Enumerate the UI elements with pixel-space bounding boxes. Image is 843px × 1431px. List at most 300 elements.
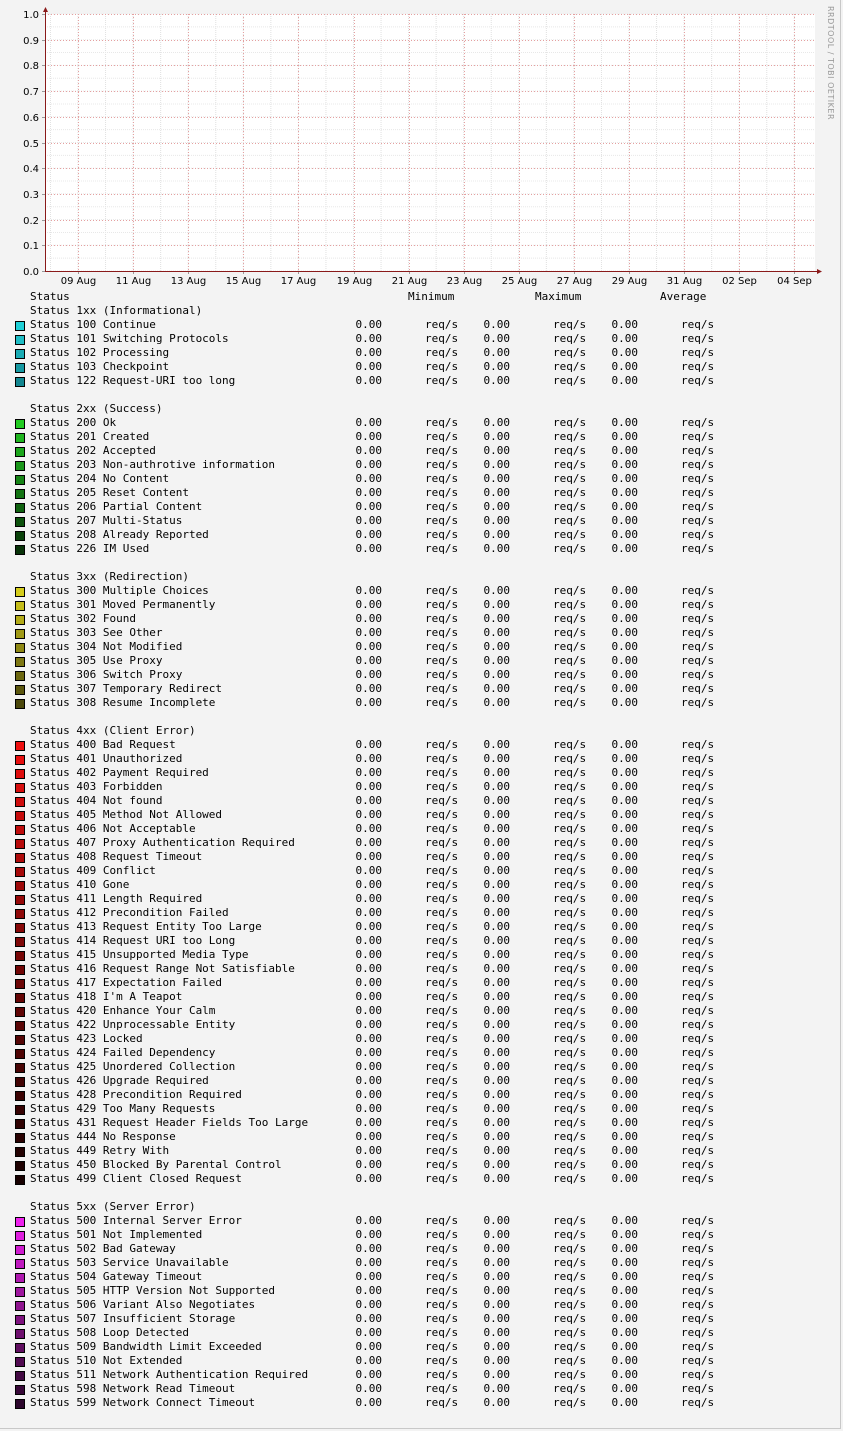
legend-color-swatch [15, 1049, 25, 1059]
legend-row [0, 1354, 843, 1368]
legend-row [0, 906, 843, 920]
legend-min-unit: req/s [425, 360, 459, 373]
legend-color-swatch [15, 1371, 25, 1381]
legend-row [0, 1018, 843, 1032]
legend-row-label: Status 306 Switch Proxy [30, 668, 183, 681]
legend-max-unit: req/s [553, 416, 587, 429]
legend-max-value: 0.00 [483, 920, 510, 933]
legend-color-swatch [15, 1273, 25, 1283]
legend-avg-value: 0.00 [611, 668, 638, 681]
legend-min-value: 0.00 [355, 1144, 382, 1157]
legend-min-unit: req/s [425, 752, 459, 765]
legend-row [0, 528, 843, 542]
legend-min-unit: req/s [425, 864, 459, 877]
legend-avg-value: 0.00 [611, 808, 638, 821]
legend-min-unit: req/s [425, 906, 459, 919]
legend-max-value: 0.00 [483, 1228, 510, 1241]
legend-row-label: Status 402 Payment Required [30, 766, 209, 779]
legend-min-unit: req/s [425, 1256, 459, 1269]
legend-min-unit: req/s [425, 1326, 459, 1339]
legend-avg-value: 0.00 [611, 514, 638, 527]
legend-row [0, 1116, 843, 1130]
legend-color-swatch [15, 1007, 25, 1017]
legend-row [0, 1004, 843, 1018]
legend-avg-value: 0.00 [611, 780, 638, 793]
legend-min-value: 0.00 [355, 1228, 382, 1241]
legend-row [0, 612, 843, 626]
legend-avg-value: 0.00 [611, 360, 638, 373]
legend-row [0, 934, 843, 948]
legend-max-unit: req/s [553, 1396, 587, 1409]
legend-avg-unit: req/s [681, 528, 715, 541]
legend-color-swatch [15, 769, 25, 779]
legend [0, 290, 843, 1410]
legend-min-value: 0.00 [355, 892, 382, 905]
legend-min-unit: req/s [425, 1228, 459, 1241]
legend-avg-value: 0.00 [611, 738, 638, 751]
legend-row-label: Status 410 Gone [30, 878, 130, 891]
legend-row-label: Status 103 Checkpoint [30, 360, 170, 373]
legend-row-label: Status 499 Client Closed Request [30, 1172, 242, 1185]
legend-min-unit: req/s [425, 850, 459, 863]
legend-max-unit: req/s [553, 752, 587, 765]
legend-row [0, 766, 843, 780]
legend-min-unit: req/s [425, 1368, 459, 1381]
legend-max-unit: req/s [553, 1018, 587, 1031]
legend-min-value: 0.00 [355, 1326, 382, 1339]
legend-avg-unit: req/s [681, 458, 715, 471]
legend-min-value: 0.00 [355, 1270, 382, 1283]
legend-avg-unit: req/s [681, 654, 715, 667]
legend-row [0, 822, 843, 836]
legend-color-swatch [15, 755, 25, 765]
legend-avg-unit: req/s [681, 472, 715, 485]
legend-min-unit: req/s [425, 780, 459, 793]
legend-min-unit: req/s [425, 1144, 459, 1157]
legend-max-unit: req/s [553, 696, 587, 709]
legend-row-label: Status 507 Insufficient Storage [30, 1312, 236, 1325]
x-tick-label: 02 Sep [722, 276, 757, 287]
legend-avg-value: 0.00 [611, 1060, 638, 1073]
legend-avg-value: 0.00 [611, 892, 638, 905]
legend-avg-value: 0.00 [611, 794, 638, 807]
legend-max-value: 0.00 [483, 976, 510, 989]
legend-color-swatch [15, 797, 25, 807]
legend-min-value: 0.00 [355, 318, 382, 331]
legend-min-unit: req/s [425, 920, 459, 933]
legend-row-label: Status 206 Partial Content [30, 500, 203, 513]
legend-max-unit: req/s [553, 444, 587, 457]
legend-max-value: 0.00 [483, 1158, 510, 1171]
legend-min-value: 0.00 [355, 1060, 382, 1073]
legend-min-unit: req/s [425, 1172, 459, 1185]
legend-min-value: 0.00 [355, 1284, 382, 1297]
legend-min-value: 0.00 [355, 1396, 382, 1409]
legend-avg-value: 0.00 [611, 1004, 638, 1017]
legend-avg-value: 0.00 [611, 1032, 638, 1045]
legend-min-value: 0.00 [355, 1382, 382, 1395]
legend-avg-value: 0.00 [611, 430, 638, 443]
legend-max-value: 0.00 [483, 1032, 510, 1045]
legend-row-label: Status 405 Method Not Allowed [30, 808, 223, 821]
legend-avg-value: 0.00 [611, 1326, 638, 1339]
legend-avg-value: 0.00 [611, 1298, 638, 1311]
legend-max-value: 0.00 [483, 654, 510, 667]
legend-avg-unit: req/s [681, 598, 715, 611]
legend-min-value: 0.00 [355, 1256, 382, 1269]
legend-max-value: 0.00 [483, 1340, 510, 1353]
legend-row [0, 1102, 843, 1116]
legend-row [0, 514, 843, 528]
legend-min-value: 0.00 [355, 962, 382, 975]
legend-max-value: 0.00 [483, 472, 510, 485]
legend-group-title [0, 570, 843, 584]
legend-avg-unit: req/s [681, 1298, 715, 1311]
legend-avg-unit: req/s [681, 738, 715, 751]
legend-avg-unit: req/s [681, 1046, 715, 1059]
legend-avg-value: 0.00 [611, 444, 638, 457]
y-tick-label: 1.0 [23, 10, 39, 21]
legend-avg-unit: req/s [681, 696, 715, 709]
legend-max-unit: req/s [553, 318, 587, 331]
legend-min-value: 0.00 [355, 612, 382, 625]
legend-max-unit: req/s [553, 500, 587, 513]
legend-avg-unit: req/s [681, 990, 715, 1003]
legend-avg-value: 0.00 [611, 850, 638, 863]
legend-row [0, 1032, 843, 1046]
legend-avg-value: 0.00 [611, 486, 638, 499]
legend-header-minimum: Minimum [408, 290, 455, 303]
legend-row-label: Status 411 Length Required [30, 892, 203, 905]
legend-max-unit: req/s [553, 542, 587, 555]
legend-avg-unit: req/s [681, 1354, 715, 1367]
legend-min-value: 0.00 [355, 598, 382, 611]
legend-max-unit: req/s [553, 1270, 587, 1283]
legend-color-swatch [15, 489, 25, 499]
y-tick-label: 0.0 [23, 267, 39, 278]
legend-max-value: 0.00 [483, 346, 510, 359]
legend-max-value: 0.00 [483, 780, 510, 793]
legend-color-swatch [15, 1077, 25, 1087]
legend-min-value: 0.00 [355, 514, 382, 527]
x-tick-label: 31 Aug [666, 276, 703, 287]
legend-min-value: 0.00 [355, 1354, 382, 1367]
legend-max-value: 0.00 [483, 864, 510, 877]
legend-max-unit: req/s [553, 458, 587, 471]
legend-avg-unit: req/s [681, 1270, 715, 1283]
legend-group-title [0, 304, 843, 318]
legend-min-unit: req/s [425, 640, 459, 653]
legend-min-unit: req/s [425, 1340, 459, 1353]
y-tick-label: 0.7 [23, 87, 39, 98]
legend-max-value: 0.00 [483, 1088, 510, 1101]
legend-row [0, 486, 843, 500]
legend-min-unit: req/s [425, 1060, 459, 1073]
legend-avg-value: 0.00 [611, 1228, 638, 1241]
legend-min-value: 0.00 [355, 472, 382, 485]
legend-row [0, 1368, 843, 1382]
legend-avg-value: 0.00 [611, 1396, 638, 1409]
legend-row-label: Status 502 Bad Gateway [30, 1242, 176, 1255]
legend-row [0, 850, 843, 864]
legend-color-swatch [15, 1399, 25, 1409]
legend-min-value: 0.00 [355, 346, 382, 359]
legend-min-value: 0.00 [355, 696, 382, 709]
legend-avg-value: 0.00 [611, 1074, 638, 1087]
legend-avg-value: 0.00 [611, 1340, 638, 1353]
legend-min-value: 0.00 [355, 990, 382, 1003]
legend-min-unit: req/s [425, 1382, 459, 1395]
legend-avg-value: 0.00 [611, 1018, 638, 1031]
x-axis-labels [61, 276, 812, 287]
legend-max-value: 0.00 [483, 1284, 510, 1297]
legend-avg-value: 0.00 [611, 864, 638, 877]
legend-min-unit: req/s [425, 1046, 459, 1059]
legend-min-unit: req/s [425, 738, 459, 751]
legend-color-swatch [15, 377, 25, 387]
x-tick-label: 21 Aug [391, 276, 428, 287]
legend-max-unit: req/s [553, 1060, 587, 1073]
legend-min-value: 0.00 [355, 808, 382, 821]
legend-row [0, 990, 843, 1004]
legend-color-swatch [15, 1287, 25, 1297]
legend-min-unit: req/s [425, 1074, 459, 1087]
legend-header-status: Status [30, 290, 70, 303]
legend-color-swatch [15, 531, 25, 541]
legend-min-value: 0.00 [355, 766, 382, 779]
y-tick-label: 0.4 [23, 164, 39, 175]
legend-max-unit: req/s [553, 1368, 587, 1381]
rrd-chart [0, 0, 843, 290]
legend-max-value: 0.00 [483, 962, 510, 975]
legend-avg-unit: req/s [681, 500, 715, 513]
legend-row [0, 1074, 843, 1088]
legend-avg-unit: req/s [681, 374, 715, 387]
watermark-text: RRDTOOL / TOBI OETIKER [826, 6, 835, 121]
legend-color-swatch [15, 811, 25, 821]
legend-color-swatch [15, 923, 25, 933]
legend-row-label: Status 504 Gateway Timeout [30, 1270, 203, 1283]
legend-avg-unit: req/s [681, 822, 715, 835]
legend-max-value: 0.00 [483, 1368, 510, 1381]
legend-min-unit: req/s [425, 934, 459, 947]
legend-group-label: Status 1xx (Informational) [30, 304, 203, 317]
legend-color-swatch [15, 1133, 25, 1143]
legend-min-value: 0.00 [355, 584, 382, 597]
legend-row-label: Status 598 Network Read Timeout [30, 1382, 236, 1395]
legend-color-swatch [15, 363, 25, 373]
y-tick-label: 0.6 [23, 113, 39, 124]
legend-max-unit: req/s [553, 1172, 587, 1185]
legend-max-value: 0.00 [483, 1256, 510, 1269]
legend-min-value: 0.00 [355, 528, 382, 541]
legend-row [0, 878, 843, 892]
legend-min-unit: req/s [425, 318, 459, 331]
legend-color-swatch [15, 685, 25, 695]
legend-avg-value: 0.00 [611, 612, 638, 625]
legend-max-value: 0.00 [483, 332, 510, 345]
legend-color-swatch [15, 951, 25, 961]
legend-max-unit: req/s [553, 1130, 587, 1143]
legend-avg-value: 0.00 [611, 346, 638, 359]
legend-avg-unit: req/s [681, 850, 715, 863]
legend-row-label: Status 428 Precondition Required [30, 1088, 242, 1101]
legend-color-swatch [15, 1259, 25, 1269]
legend-min-value: 0.00 [355, 1214, 382, 1227]
legend-header-average: Average [660, 290, 707, 303]
legend-row-label: Status 202 Accepted [30, 444, 156, 457]
legend-color-swatch [15, 1357, 25, 1367]
legend-max-unit: req/s [553, 1228, 587, 1241]
legend-row-label: Status 208 Already Reported [30, 528, 209, 541]
legend-min-value: 0.00 [355, 1130, 382, 1143]
legend-group-label: Status 4xx (Client Error) [30, 724, 196, 737]
legend-avg-value: 0.00 [611, 1284, 638, 1297]
legend-min-unit: req/s [425, 500, 459, 513]
legend-avg-value: 0.00 [611, 640, 638, 653]
legend-row [0, 836, 843, 850]
legend-color-swatch [15, 671, 25, 681]
legend-color-swatch [15, 1217, 25, 1227]
legend-color-swatch [15, 1245, 25, 1255]
legend-min-value: 0.00 [355, 430, 382, 443]
legend-color-swatch [15, 909, 25, 919]
legend-avg-unit: req/s [681, 836, 715, 849]
legend-avg-value: 0.00 [611, 1256, 638, 1269]
legend-avg-unit: req/s [681, 976, 715, 989]
legend-max-value: 0.00 [483, 416, 510, 429]
legend-row [0, 1326, 843, 1340]
legend-avg-value: 0.00 [611, 878, 638, 891]
legend-min-value: 0.00 [355, 626, 382, 639]
legend-avg-value: 0.00 [611, 416, 638, 429]
legend-row-label: Status 200 Ok [30, 416, 117, 429]
legend-max-value: 0.00 [483, 808, 510, 821]
legend-avg-unit: req/s [681, 668, 715, 681]
legend-avg-value: 0.00 [611, 1144, 638, 1157]
legend-avg-unit: req/s [681, 1256, 715, 1269]
legend-row-label: Status 423 Locked [30, 1032, 143, 1045]
legend-max-value: 0.00 [483, 542, 510, 555]
legend-min-value: 0.00 [355, 780, 382, 793]
legend-row-label: Status 444 No Response [30, 1130, 176, 1143]
legend-min-unit: req/s [425, 1298, 459, 1311]
legend-max-unit: req/s [553, 850, 587, 863]
legend-row-label: Status 408 Request Timeout [30, 850, 203, 863]
legend-row [0, 1144, 843, 1158]
legend-row-label: Status 300 Multiple Choices [30, 584, 209, 597]
legend-avg-value: 0.00 [611, 1368, 638, 1381]
legend-min-value: 0.00 [355, 1018, 382, 1031]
legend-row-label: Status 503 Service Unavailable [30, 1256, 229, 1269]
legend-row-label: Status 207 Multi-Status [30, 514, 183, 527]
legend-row [0, 1228, 843, 1242]
legend-row-label: Status 510 Not Extended [30, 1354, 183, 1367]
legend-avg-value: 0.00 [611, 1354, 638, 1367]
legend-max-unit: req/s [553, 1004, 587, 1017]
legend-max-unit: req/s [553, 472, 587, 485]
legend-avg-unit: req/s [681, 794, 715, 807]
legend-row-label: Status 226 IM Used [30, 542, 150, 555]
legend-row [0, 1396, 843, 1410]
legend-avg-unit: req/s [681, 780, 715, 793]
legend-min-value: 0.00 [355, 1368, 382, 1381]
legend-row [0, 1382, 843, 1396]
legend-min-value: 0.00 [355, 836, 382, 849]
legend-color-swatch [15, 545, 25, 555]
legend-avg-unit: req/s [681, 878, 715, 891]
legend-max-unit: req/s [553, 1256, 587, 1269]
legend-max-unit: req/s [553, 626, 587, 639]
legend-avg-unit: req/s [681, 1326, 715, 1339]
legend-min-value: 0.00 [355, 416, 382, 429]
legend-min-value: 0.00 [355, 1116, 382, 1129]
legend-max-unit: req/s [553, 794, 587, 807]
legend-avg-unit: req/s [681, 332, 715, 345]
legend-row [0, 1270, 843, 1284]
legend-row-label: Status 302 Found [30, 612, 136, 625]
legend-min-unit: req/s [425, 1004, 459, 1017]
x-tick-label: 13 Aug [170, 276, 207, 287]
x-tick-label: 15 Aug [225, 276, 262, 287]
legend-avg-unit: req/s [681, 612, 715, 625]
legend-color-swatch [15, 1161, 25, 1171]
legend-min-unit: req/s [425, 514, 459, 527]
legend-min-unit: req/s [425, 1396, 459, 1409]
legend-min-unit: req/s [425, 822, 459, 835]
legend-row [0, 864, 843, 878]
legend-max-value: 0.00 [483, 514, 510, 527]
legend-max-value: 0.00 [483, 360, 510, 373]
legend-color-swatch [15, 433, 25, 443]
legend-avg-value: 0.00 [611, 682, 638, 695]
legend-avg-value: 0.00 [611, 934, 638, 947]
legend-avg-value: 0.00 [611, 752, 638, 765]
legend-color-swatch [15, 867, 25, 877]
legend-row-label: Status 201 Created [30, 430, 150, 443]
legend-avg-unit: req/s [681, 1312, 715, 1325]
legend-max-unit: req/s [553, 1382, 587, 1395]
legend-min-unit: req/s [425, 836, 459, 849]
legend-max-unit: req/s [553, 598, 587, 611]
legend-max-value: 0.00 [483, 318, 510, 331]
legend-max-unit: req/s [553, 990, 587, 1003]
legend-max-unit: req/s [553, 374, 587, 387]
legend-row [0, 1214, 843, 1228]
legend-row-label: Status 422 Unprocessable Entity [30, 1018, 236, 1031]
legend-row-label: Status 415 Unsupported Media Type [30, 948, 249, 961]
legend-row [0, 430, 843, 444]
legend-row-label: Status 101 Switching Protocols [30, 332, 229, 345]
legend-min-value: 0.00 [355, 934, 382, 947]
legend-row [0, 668, 843, 682]
legend-avg-value: 0.00 [611, 542, 638, 555]
legend-row-label: Status 413 Request Entity Too Large [30, 920, 262, 933]
legend-avg-unit: req/s [681, 1228, 715, 1241]
legend-avg-value: 0.00 [611, 374, 638, 387]
legend-max-value: 0.00 [483, 794, 510, 807]
legend-color-swatch [15, 1385, 25, 1395]
legend-max-unit: req/s [553, 1046, 587, 1059]
legend-avg-unit: req/s [681, 514, 715, 527]
legend-max-value: 0.00 [483, 430, 510, 443]
legend-min-value: 0.00 [355, 906, 382, 919]
legend-row [0, 1242, 843, 1256]
legend-avg-value: 0.00 [611, 1116, 638, 1129]
legend-min-unit: req/s [425, 1312, 459, 1325]
legend-row-label: Status 500 Internal Server Error [30, 1214, 242, 1227]
legend-group-label: Status 2xx (Success) [30, 402, 163, 415]
